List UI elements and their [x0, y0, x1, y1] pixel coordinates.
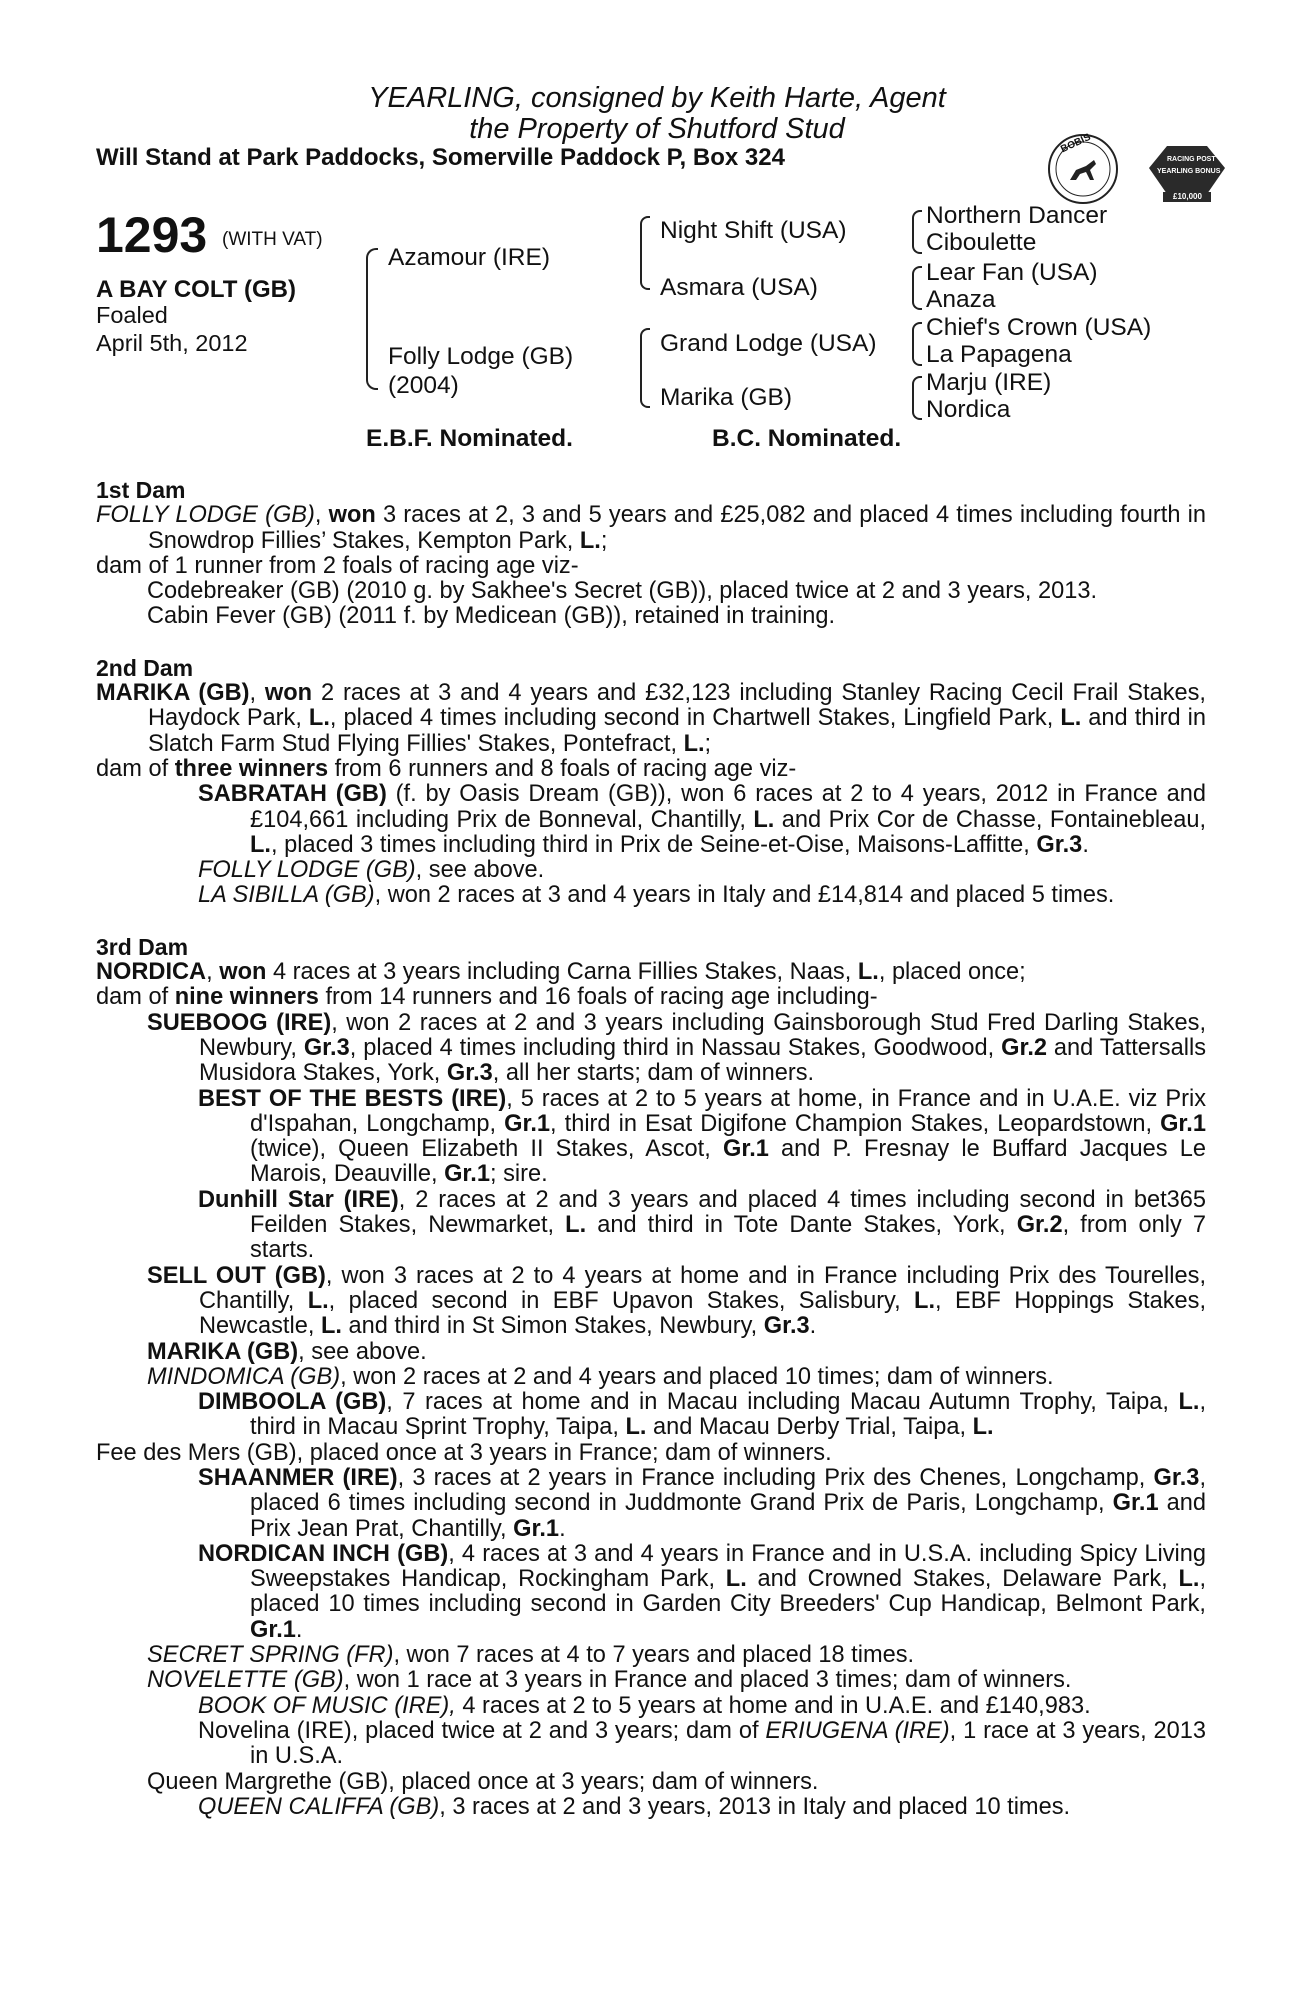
text-run: , placed 10 times including second in Garden City Breeders' Cup Handicap, Belmont Park, — [250, 1566, 1206, 1618]
granddam-line-la-papagena: La Papagena — [926, 341, 1072, 368]
third-dam-produce-summary — [96, 985, 1206, 1010]
first-dam-heading: 1st Dam — [96, 477, 186, 503]
horse-name: MINDOMICA (GB) — [147, 1363, 341, 1390]
grade-mark: Gr.1 — [1160, 1110, 1206, 1137]
horse-name: MARIKA (GB) — [147, 1338, 299, 1365]
pedigree-brace-g2 — [912, 266, 922, 310]
produce-secret-spring — [96, 1643, 1206, 1668]
horse-name: NOVELETTE (GB) — [147, 1667, 344, 1694]
lot-description: A BAY COLT (GB) — [96, 276, 297, 303]
horse-name: Dunhill Star (IRE) — [198, 1186, 399, 1213]
granddam-line-marju: Marju (IRE) — [926, 369, 1052, 396]
text-run: and third in St Simon Stakes, Newbury, — [341, 1313, 764, 1340]
second-dam-record — [96, 681, 1206, 757]
horse-name: NORDICAN INCH (GB) — [198, 1540, 449, 1567]
horse-name: LA SIBILLA (GB) — [198, 882, 375, 909]
text-run: from 6 runners and 8 foals of racing age viz- — [328, 755, 797, 782]
pedigree-brace-g3 — [912, 322, 922, 366]
horse-name: ERIUGENA (IRE) — [765, 1717, 950, 1744]
vat-note: (WITH VAT) — [222, 229, 323, 250]
sire-dam: Asmara (USA) — [660, 274, 818, 301]
text-run: , won 2 races at 2 and 4 years and placed 10 times; dam of winners. — [340, 1363, 1054, 1390]
text-run: and Macau Derby Trial, Taipa, — [646, 1414, 973, 1441]
text-run: , see above. — [298, 1338, 427, 1365]
pedigree-brace-g4 — [912, 376, 922, 420]
produce-sueboog — [96, 1011, 1206, 1087]
grade-mark: Gr.3 — [446, 1060, 493, 1087]
dam-name: Folly Lodge (GB) — [388, 343, 574, 370]
produce-marika — [96, 1340, 1206, 1365]
grade-mark: Gr.1 — [722, 1136, 769, 1163]
text-run: and Prix Jean Prat, Chantilly, — [250, 1490, 1207, 1542]
text-run: , 2 races at 2 and 3 years and placed 4 times including second in bet365 Feilden Stakes, Newmarket, — [250, 1186, 1206, 1239]
bobis-badge-text: BOBIS — [1059, 131, 1093, 156]
grade-mark: Gr.1 — [1112, 1490, 1159, 1517]
grade-mark: L. — [857, 959, 879, 986]
foaled-date: April 5th, 2012 — [96, 330, 248, 356]
text-run: , won 3 races at 2 to 4 years at home and in France including Prix des Tourelles, Chantilly, — [199, 1262, 1206, 1314]
produce-book-of-music — [96, 1694, 1206, 1719]
text-run: , EBF Hoppings Stakes, Newcastle, — [199, 1287, 1206, 1340]
second-dam-heading: 2nd Dam — [96, 654, 194, 681]
text-run: . — [809, 1313, 817, 1340]
text-run: , won 7 races at 4 to 7 years and placed 18 times. — [393, 1642, 915, 1669]
text-run: ; — [704, 730, 712, 757]
third-dam-heading: 3rd Dam — [96, 933, 189, 960]
grade-mark: L. — [307, 1287, 329, 1314]
produce-best-of-the-bests — [96, 1087, 1206, 1188]
consignor-line: YEARLING, consigned by Keith Harte, Agent — [368, 82, 946, 114]
racing-post-bonus-badge-icon — [1143, 138, 1231, 204]
text-run: ; — [600, 527, 608, 554]
text-run: , won 1 race at 3 years in France and placed 3 times; dam of winners. — [343, 1667, 1072, 1694]
text-run: , won 2 races at 2 and 3 years including Gainsborough Stud Fred Darling Stakes, Newbury, — [199, 1009, 1206, 1061]
grade-mark: L. — [1060, 705, 1082, 732]
grade-mark: Gr.1 — [504, 1110, 551, 1137]
sire-name: Azamour (IRE) — [388, 244, 551, 271]
text-run: from 14 runners and 16 foals of racing age including- — [318, 984, 878, 1011]
text-run: , third in Macau Sprint Trophy, Taipa, — [250, 1389, 1206, 1441]
text-run: , — [249, 680, 265, 707]
dam-year: (2004) — [388, 372, 459, 399]
text-run: and third in Slatch Farm Stud Flying Fillies' Stakes, Pontefract, — [148, 705, 1206, 757]
grade-mark: Gr.1 — [444, 1161, 490, 1188]
grade-mark: L. — [308, 705, 330, 732]
grade-mark: L. — [320, 1313, 342, 1340]
grade-mark: L. — [1178, 1566, 1200, 1593]
text-run: and Prix Cor de Chasse, Fontainebleau, — [774, 806, 1206, 833]
text-run: dam of — [96, 755, 175, 782]
grade-mark: L. — [565, 1212, 587, 1239]
horse-name: SELL OUT (GB) — [147, 1262, 326, 1289]
text-run: nine winners — [174, 984, 319, 1011]
text-run: 3 races at 2, 3 and 5 years and £25,082 and placed 4 times including fourth in Snowdrop Fillies’ Stakes, Kempton Park, — [148, 502, 1206, 554]
text-run: , 1 race at 3 years, 2013 in U.S.A. — [250, 1717, 1206, 1770]
pedigree-brace-g1 — [912, 210, 922, 254]
granddam-line-anaza: Anaza — [926, 286, 996, 313]
grade-mark: Gr.2 — [1001, 1034, 1048, 1061]
dam-sire: Grand Lodge (USA) — [660, 330, 877, 357]
produce-novelette — [96, 1668, 1206, 1693]
grade-mark: L. — [683, 730, 705, 757]
horse-name: BEST OF THE BESTS (IRE) — [198, 1085, 507, 1112]
text-run: won — [328, 502, 376, 529]
grade-mark: Gr.3 — [1153, 1464, 1200, 1491]
granddam-line-lear-fan: Lear Fan (USA) — [926, 259, 1098, 286]
horse-name: MARIKA (GB) — [96, 680, 250, 707]
pedigree-brace-main — [366, 248, 378, 390]
text-run: , 3 races at 2 and 3 years, 2013 in Italy and placed 10 times. — [439, 1793, 1071, 1820]
racing-post-badge-title: RACING POST — [1167, 156, 1216, 163]
text-run: . — [559, 1515, 566, 1542]
text-run: , see above. — [415, 857, 545, 884]
text-run: (twice), Queen Elizabeth II Stakes, Ascot, — [250, 1136, 723, 1163]
text-run: 2 races at 3 and 4 years and £32,123 including Stanley Racing Cecil Frail Stakes, Haydock Park, — [148, 680, 1206, 732]
produce-nordican-inch — [96, 1542, 1206, 1643]
text-run: dam of — [96, 984, 175, 1011]
text-run: (f. by Oasis Dream (GB)), won 6 races at 2 to 4 years, 2012 in France and £104,661 including Prix de Bonneval, Chantilly, — [250, 781, 1206, 833]
text-run: , all her starts; dam of winners. — [492, 1060, 815, 1087]
text-run: ; sire. — [489, 1161, 548, 1188]
text-run: . — [1082, 831, 1089, 858]
grade-mark: Gr.1 — [513, 1515, 560, 1542]
pedigree-brace-dam — [640, 328, 650, 408]
text-run: , — [314, 502, 329, 529]
produce-dimboola — [96, 1390, 1206, 1441]
granddam-line-chiefs-crown: Chief's Crown (USA) — [926, 314, 1152, 341]
produce-queen-margrethe: Queen Margrethe (GB), placed once at 3 years; dam of winners. — [147, 1768, 819, 1795]
granddam-line-northern-dancer: Northern Dancer — [926, 202, 1108, 229]
grade-mark: Gr.3 — [763, 1313, 810, 1340]
grade-mark: L. — [579, 527, 601, 554]
text-run: , placed 3 times including third in Prix de Seine-et-Oise, Maisons-Laffitte, — [270, 831, 1037, 858]
granddam-line-ciboulette: Ciboulette — [926, 229, 1037, 256]
text-run: , 5 races at 2 to 5 years at home, in France and in U.A.E. viz Prix d'Ispahan, Longchamp, — [250, 1085, 1206, 1137]
text-run: , 3 races at 2 years in France including Prix des Chenes, Longchamp, — [397, 1464, 1154, 1491]
text-run: , won 2 races at 3 and 4 years in Italy and £14,814 and placed 5 times. — [374, 882, 1115, 909]
text-run: won — [219, 959, 267, 986]
bobis-badge-icon — [1046, 132, 1120, 206]
produce-sell-out — [96, 1264, 1206, 1340]
catalogue-body — [96, 478, 1206, 1820]
produce-sabratah — [96, 782, 1206, 858]
horse-name: SECRET SPRING (FR) — [147, 1642, 394, 1669]
horse-name: QUEEN CALIFFA (GB) — [198, 1793, 440, 1820]
text-run: , placed 6 times including second in Juddmonte Grand Prix de Paris, Longchamp, — [250, 1464, 1206, 1517]
grade-mark: Gr.1 — [250, 1616, 296, 1643]
horse-name: FOLLY LODGE (GB) — [96, 502, 315, 529]
produce-novelina — [96, 1719, 1206, 1770]
text-run: , placed once; — [878, 959, 1026, 986]
racing-post-badge-amount: £10,000 — [1173, 192, 1202, 201]
produce-codebreaker: Codebreaker (GB) (2010 g. by Sakhee's Secret (GB)), placed twice at 2 and 3 years, 2013. — [147, 578, 1098, 605]
grade-mark: L. — [625, 1414, 647, 1441]
text-run: 4 races at 3 years including Carna Fillies Stakes, Naas, — [266, 959, 858, 986]
third-dam-record — [96, 960, 1206, 985]
grade-mark: L. — [972, 1414, 994, 1441]
text-run: . — [295, 1616, 303, 1643]
pedigree-brace-sire — [640, 216, 650, 290]
granddam-line-nordica: Nordica — [926, 396, 1011, 423]
horse-name: NORDICA — [96, 959, 207, 986]
ebf-nominated: E.B.F. Nominated. — [366, 425, 573, 452]
produce-folly-lodge — [96, 858, 1206, 883]
second-dam-produce-summary — [96, 757, 1206, 782]
lot-number: 1293 — [96, 207, 208, 263]
text-run: , third in Esat Digifone Champion Stakes, Leopardstown, — [550, 1110, 1161, 1137]
text-run: , placed 4 times including second in Chartwell Stakes, Lingfield Park, — [329, 705, 1061, 732]
text-run: , — [206, 959, 220, 986]
racing-post-badge-subtitle: YEARLING BONUS — [1157, 168, 1221, 175]
produce-queen-califfa — [96, 1795, 1206, 1820]
text-run: , 7 races at home and in Macau including Macau Autumn Trophy, Taipa, — [386, 1389, 1179, 1416]
horse-name: SUEBOOG (IRE) — [147, 1009, 332, 1036]
produce-la-sibilla — [96, 883, 1206, 908]
horse-name: FOLLY LODGE (GB) — [198, 857, 416, 884]
first-dam-record — [96, 503, 1206, 554]
grade-mark: L. — [250, 831, 271, 858]
property-line: the Property of Shutford Stud — [469, 113, 845, 145]
horse-name: SHAANMER (IRE) — [198, 1464, 398, 1491]
grade-mark: L. — [725, 1566, 747, 1593]
text-run: Novelina (IRE), placed twice at 2 and 3 years; dam of — [198, 1717, 766, 1744]
produce-mindomica — [96, 1365, 1206, 1390]
produce-fee-des-mers: Fee des Mers (GB), placed once at 3 years in France; dam of winners. — [96, 1439, 832, 1466]
text-run: , placed 4 times including third in Nassau Stakes, Goodwood, — [349, 1034, 1002, 1061]
horse-name: SABRATAH (GB) — [198, 781, 387, 808]
grade-mark: L. — [753, 806, 775, 833]
grade-mark: Gr.3 — [1036, 831, 1083, 858]
grade-mark: L. — [1178, 1389, 1200, 1416]
horse-name: BOOK OF MUSIC (IRE), — [198, 1692, 456, 1719]
text-run: and third in Tote Dante Stakes, York, — [586, 1212, 1017, 1239]
grade-mark: Gr.3 — [303, 1034, 350, 1061]
text-run: won — [264, 680, 313, 707]
bc-nominated: B.C. Nominated. — [712, 425, 902, 452]
horse-name: DIMBOOLA (GB) — [198, 1389, 387, 1416]
text-run: and Tattersalls Musidora Stakes, York, — [199, 1034, 1206, 1087]
text-run: , 4 races at 3 and 4 years in France and in U.S.A. including Spicy Living Sweepstakes Handicap, Rockingham Park, — [250, 1540, 1206, 1593]
text-run: and Crowned Stakes, Delaware Park, — [746, 1566, 1179, 1593]
text-run: 4 races at 2 to 5 years at home and in U.A.E. and £140,983. — [455, 1692, 1091, 1719]
produce-dunhill-star — [96, 1188, 1206, 1264]
text-run: , placed second in EBF Upavon Stakes, Salisbury, — [328, 1287, 915, 1314]
grade-mark: L. — [914, 1287, 936, 1314]
text-run: three winners — [174, 755, 329, 782]
stand-location: Will Stand at Park Paddocks, Somerville Paddock P, Box 324 — [96, 144, 785, 171]
foaled-label: Foaled — [96, 302, 168, 328]
grade-mark: Gr.2 — [1016, 1212, 1063, 1239]
first-dam-produce-summary: dam of 1 runner from 2 foals of racing age viz- — [96, 552, 579, 579]
dam-dam: Marika (GB) — [660, 384, 793, 411]
produce-cabin-fever: Cabin Fever (GB) (2011 f. by Medicean (GB)), retained in training. — [147, 603, 836, 630]
text-run: , from only 7 starts. — [250, 1212, 1207, 1264]
text-run: and P. Fresnay le Buffard Jacques Le Marois, Deauville, — [250, 1136, 1207, 1188]
sire-sire: Night Shift (USA) — [660, 217, 847, 244]
produce-shaanmer — [96, 1466, 1206, 1542]
